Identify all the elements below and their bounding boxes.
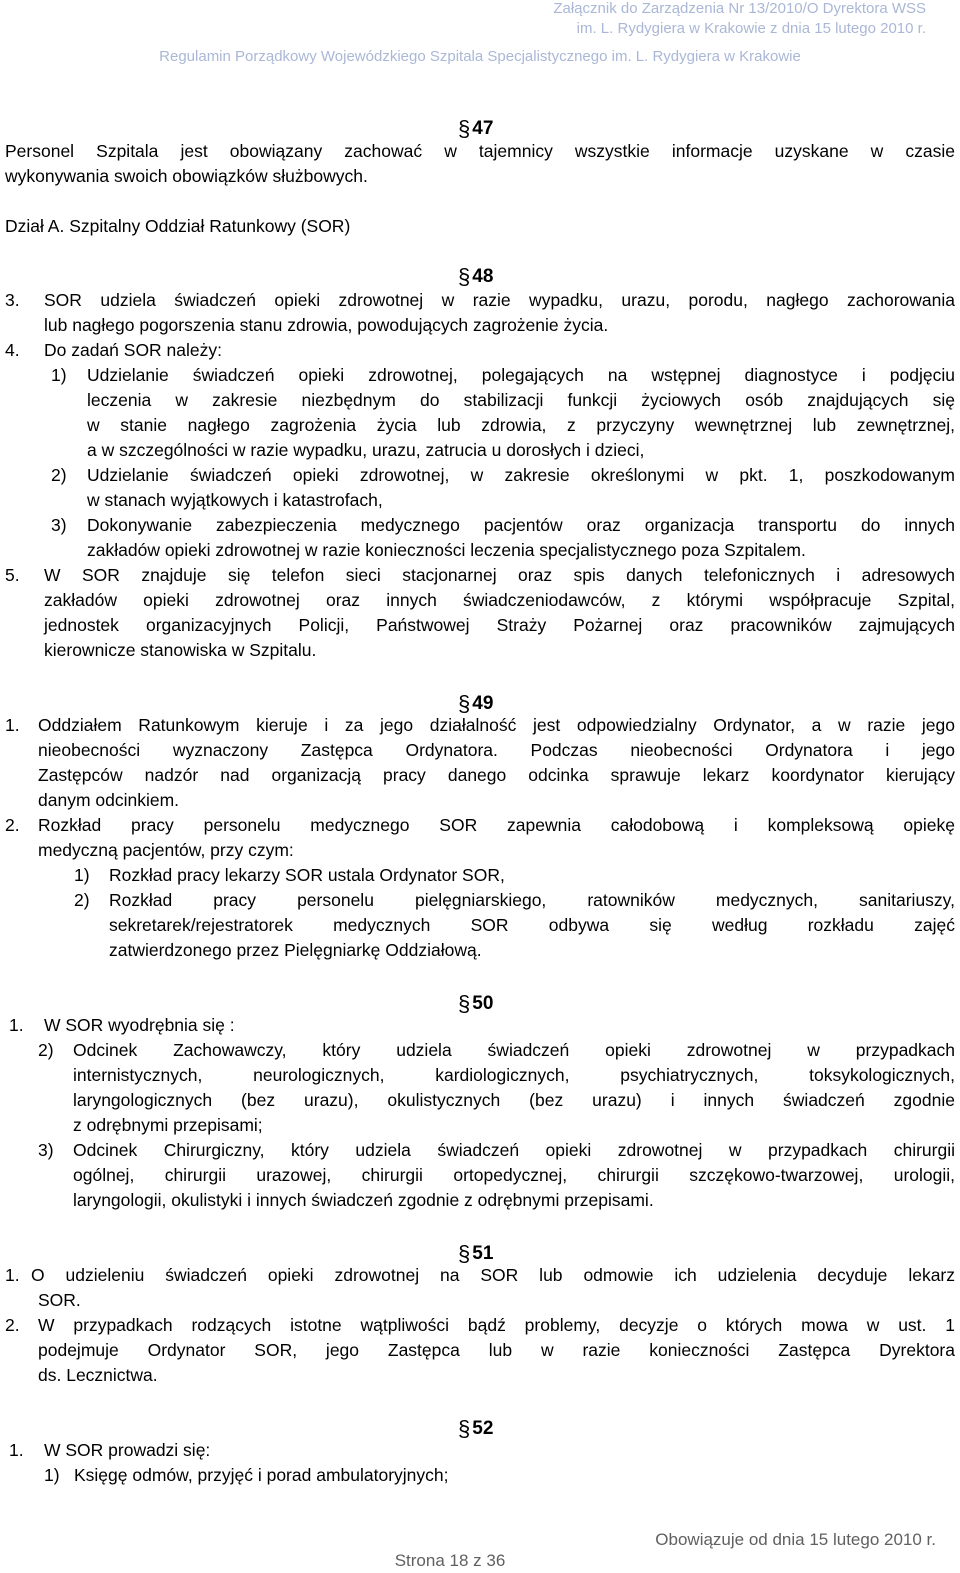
section-number: 51 [472, 1243, 494, 1264]
s49-text-line: Zastępców nadzór nad organizacją pracy danego odcinka sprawuje lekarz koordynator kierujący [38, 765, 955, 785]
s49-text-line: nieobecności wyznaczony Zastępca Ordynatora. Podczas nieobecności Ordynatora i jego [38, 740, 955, 760]
section-number: 49 [472, 693, 494, 714]
s50-text-line: internistycznych, neurologicznych, kardiologicznych, psychiatrycznych, toksykologicznych, [73, 1065, 955, 1085]
s51-text-line: W przypadkach rodzących istotne wątpliwości bądź problemy, decyzje o których mowa w ust. 1 [38, 1315, 955, 1335]
s48-text-line: Udzielanie świadczeń opieki zdrowotnej, polegających na wstępnej diagnostyce i podjęciu [87, 365, 955, 385]
s49-text-line: Rozkład pracy personelu medycznego SOR zapewnia całodobową i kompleksową opiekę [38, 815, 955, 835]
s48-text-line: SOR udziela świadczeń opieki zdrowotnej w razie wypadku, urazu, porodu, nagłego zachorowania [44, 290, 955, 310]
list-number: 2. [5, 1315, 20, 1335]
sublist-number: 2) [51, 465, 67, 485]
s49-text-line: Oddziałem Ratunkowym kieruje i za jego działalność jest odpowiedzialny Ordynator, a w razie jego [38, 715, 955, 735]
section-sign: § [458, 691, 471, 716]
header-line-1: Załącznik do Zarządzenia Nr 13/2010/O Dyrektora WSS [553, 0, 926, 17]
section-heading-52 [458, 1414, 493, 1440]
section-heading-50 [458, 989, 493, 1015]
section-sign: § [458, 1416, 471, 1441]
division-title: Dział A. Szpitalny Oddział Ratunkowy (SOR) [5, 216, 351, 236]
sublist-number: 3) [51, 515, 67, 535]
section-sign: § [458, 264, 471, 289]
list-number: 1. [9, 1440, 24, 1460]
footer-effective-date: Obowiązuje od dnia 15 lutego 2010 r. [655, 1530, 936, 1549]
s49-text-line: medyczną pacjentów, przy czym: [38, 840, 294, 860]
s48-text-line: w stanie nagłego zagrożenia życia lub zdrowia, z przyczyny wewnętrznej lub zewnętrznej, [87, 415, 955, 435]
s50-text-line: ogólnej, chirurgii urazowej, chirurgii ortopedycznej, chirurgii szczękowo-twarzowej, urologii, [73, 1165, 955, 1185]
s49-text-line: Rozkład pracy personelu pielęgniarskiego, ratowników medycznych, sanitariuszy, [109, 890, 955, 910]
s50-text-line: laryngologicznych (bez urazu), okulistycznych (bez urazu) i innych świadczeń zgodnie [73, 1090, 955, 1110]
s48-text-line: kierownicze stanowiska w Szpitalu. [44, 640, 317, 660]
s50-text-line: Odcinek Zachowawczy, który udziela świadczeń opieki zdrowotnej w przypadkach [73, 1040, 955, 1060]
s51-text-line: O udzieleniu świadczeń opieki zdrowotnej na SOR lub odmowie ich udzielenia decyduje lekarz [31, 1265, 955, 1285]
list-number: 1. [5, 715, 20, 735]
s47-text-line: wykonywania swoich obowiązków służbowych. [5, 166, 368, 186]
sublist-number: 1) [74, 865, 90, 885]
s50-text-line: z odrębnymi przepisami; [73, 1115, 263, 1135]
sublist-number: 1) [44, 1465, 60, 1485]
s48-text-line: Udzielanie świadczeń opieki zdrowotnej, w zakresie określonymi w pkt. 1, poszkodowanym [87, 465, 955, 485]
header-line-3: Regulamin Porządkowy Wojewódzkiego Szpitala Specjalistycznego im. L. Rydygiera w Krakowie [159, 48, 801, 65]
s50-text-line: Odcinek Chirurgiczny, który udziela świadczeń opieki zdrowotnej w przypadkach chirurgii [73, 1140, 955, 1160]
section-heading-48 [458, 262, 493, 288]
s48-text-line: Dokonywanie zabezpieczenia medycznego pacjentów oraz organizacja transportu do innych [87, 515, 955, 535]
s48-text-line: zakładów opieki zdrowotnej w razie konieczności leczenia specjalistycznego poza Szpitalem. [87, 540, 806, 560]
s50-text-line: laryngologii, okulistyki i innych świadczeń zgodnie z odrębnymi przepisami. [73, 1190, 654, 1210]
s48-text-line: Do zadań SOR należy: [44, 340, 223, 360]
s48-text-line: zakładów opieki zdrowotnej oraz innych świadczeniodawców, z którymi współpracuje Szpital, [44, 590, 955, 610]
section-sign: § [458, 116, 471, 141]
sublist-number: 2) [38, 1040, 54, 1060]
list-number: 2. [5, 815, 20, 835]
section-heading-49 [458, 689, 493, 715]
list-number: 1. [5, 1265, 20, 1285]
footer-page-number: Strona 18 z 36 [394, 1551, 506, 1570]
s51-text-line: podejmuje Ordynator SOR, jego Zastępca lub w razie konieczności Zastępca Dyrektora [38, 1340, 955, 1360]
s48-text-line: W SOR znajduje się telefon sieci stacjonarnej oraz spis danych telefonicznych i adresowych [44, 565, 955, 585]
s48-text-line: leczenia w zakresie niezbędnym do stabilizacji funkcji życiowych osób znajdujących się [87, 390, 955, 410]
section-heading-47 [458, 114, 493, 140]
s48-text-line: jednostek organizacyjnych Policji, Państwowej Straży Pożarnej oraz pracowników zajmujących [44, 615, 955, 635]
sublist-number: 2) [74, 890, 90, 910]
s48-text-line: w stanach wyjątkowych i katastrofach, [87, 490, 383, 510]
s51-text-line: ds. Lecznictwa. [38, 1365, 158, 1385]
s47-text-line: Personel Szpitala jest obowiązany zachować w tajemnicy wszystkie informacje uzyskane w czasie [5, 141, 955, 161]
section-sign: § [458, 1241, 471, 1266]
s48-text-line: lub nagłego pogorszenia stanu zdrowia, powodujących zagrożenie życia. [44, 315, 609, 335]
list-number: 5. [5, 565, 20, 585]
s48-text-line: a w szczególności w razie wypadku, urazu, zatrucia u dorosłych i dzieci, [87, 440, 645, 460]
s49-text-line: sekretarek/rejestratorek medycznych SOR odbywa się według rozkładu zajęć [109, 915, 955, 935]
section-number: 48 [472, 266, 494, 287]
s52-text-line: Księgę odmów, przyjęć i porad ambulatoryjnych; [74, 1465, 449, 1485]
section-number: 50 [472, 993, 494, 1014]
s50-text-line: W SOR wyodrębnia się : [44, 1015, 235, 1035]
s49-text-line: zatwierdzonego przez Pielęgniarkę Oddziałową. [109, 940, 482, 960]
sublist-number: 1) [51, 365, 67, 385]
list-number: 1. [9, 1015, 24, 1035]
list-number: 3. [5, 290, 20, 310]
list-number: 4. [5, 340, 20, 360]
section-heading-51 [458, 1239, 493, 1265]
s49-text-line: danym odcinkiem. [38, 790, 180, 810]
s49-text-line: Rozkład pracy lekarzy SOR ustala Ordynator SOR, [109, 865, 505, 885]
s52-text-line: W SOR prowadzi się: [44, 1440, 211, 1460]
section-number: 47 [472, 118, 494, 139]
section-number: 52 [472, 1418, 494, 1439]
section-sign: § [458, 991, 471, 1016]
s51-text-line: SOR. [38, 1290, 81, 1310]
sublist-number: 3) [38, 1140, 54, 1160]
header-line-2: im. L. Rydygiera w Krakowie z dnia 15 lutego 2010 r. [576, 20, 926, 37]
